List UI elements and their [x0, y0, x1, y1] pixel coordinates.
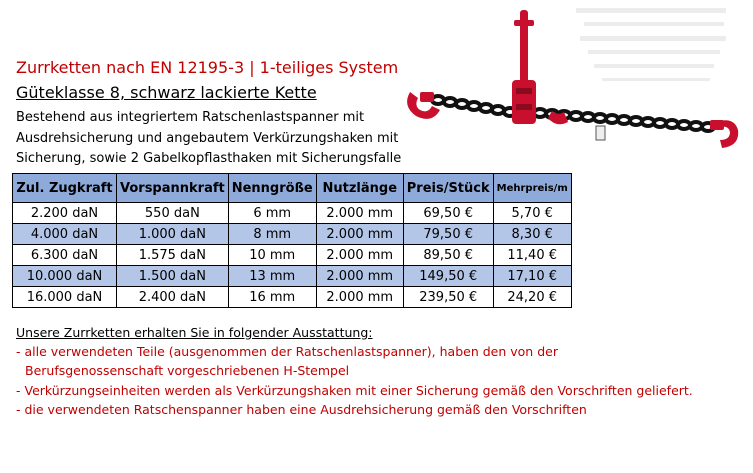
table-cell: 10 mm	[228, 245, 316, 266]
header-cell: Vorspannkraft	[117, 174, 229, 203]
page-title: Zurrketten nach EN 12195-3 | 1-teiliges System	[16, 58, 399, 77]
table-cell: 2.000 mm	[316, 266, 403, 287]
feature-item: - Verkürzungseinheiten werden als Verkürzungshaken mit einer Sicherung gemäß den Vorschriften geliefert.	[16, 382, 693, 398]
table-cell: 24,20 €	[493, 287, 571, 308]
table-cell: 2.000 mm	[316, 224, 403, 245]
header-cell: Preis/Stück	[403, 174, 493, 203]
lashing-chain-image	[398, 0, 748, 165]
table-cell: 1.500 daN	[117, 266, 229, 287]
table-cell: 10.000 daN	[13, 266, 117, 287]
table-cell: 1.000 daN	[117, 224, 229, 245]
table-cell: 2.000 mm	[316, 287, 403, 308]
table-cell: 11,40 €	[493, 245, 571, 266]
table-cell: 16 mm	[228, 287, 316, 308]
table-cell: 6 mm	[228, 203, 316, 224]
table-row	[13, 266, 572, 287]
product-description	[16, 108, 416, 170]
features-heading: Unsere Zurrketten erhalten Sie in folgender Ausstattung:	[16, 325, 373, 340]
table-cell: 8 mm	[228, 224, 316, 245]
table-cell: 17,10 €	[493, 266, 571, 287]
table-cell: 550 daN	[117, 203, 229, 224]
header-cell: Nenngröße	[228, 174, 316, 203]
right-hook-icon	[710, 120, 738, 148]
table-cell: 79,50 €	[403, 224, 493, 245]
table-cell: 8,30 €	[493, 224, 571, 245]
table-header-row	[13, 174, 572, 203]
table-cell: 89,50 €	[403, 245, 493, 266]
feature-item: - die verwendeten Ratschenspanner haben eine Ausdrehsicherung gemäß den Vorschriften	[16, 401, 587, 417]
table-cell: 69,50 €	[403, 203, 493, 224]
description-line: Bestehend aus integriertem Ratschenlastspanner mit	[16, 110, 365, 125]
table-cell: 2.000 mm	[316, 245, 403, 266]
header-cell: Mehrpreis/m	[493, 174, 571, 203]
table-cell: 149,50 €	[403, 266, 493, 287]
table-cell: 16.000 daN	[13, 287, 117, 308]
table-cell: 1.575 daN	[117, 245, 229, 266]
left-chain-icon	[432, 96, 516, 116]
table-row	[13, 245, 572, 266]
description-line: Sicherung, sowie 2 Gabelkopflasthaken mit Sicherungsfalle	[16, 151, 402, 166]
table-cell: 2.000 mm	[316, 203, 403, 224]
header-cell: Nutzlänge	[316, 174, 403, 203]
description-line: Ausdrehsicherung und angebautem Verkürzungshaken mit	[16, 130, 399, 146]
table-cell: 2.400 daN	[117, 287, 229, 308]
table-row	[13, 224, 572, 245]
background-texture	[576, 8, 726, 81]
header-cell: Zul. Zugkraft	[13, 174, 117, 203]
features-list	[16, 323, 693, 419]
table-cell: 5,70 €	[493, 203, 571, 224]
table-row	[13, 287, 572, 308]
table-cell: 6.300 daN	[13, 245, 117, 266]
page-subtitle: Güteklasse 8, schwarz lackierte Kette	[16, 83, 317, 102]
feature-item: Berufsgenossenschaft vorgeschriebenen H-Stempel	[25, 363, 350, 379]
ratchet-tensioner-icon	[512, 10, 536, 124]
price-table	[12, 173, 572, 308]
table-cell: 4.000 daN	[13, 224, 117, 245]
feature-item: - alle verwendeten Teile (ausgenommen der Ratschenlastspanner), haben den von der	[16, 344, 558, 360]
table-cell: 2.200 daN	[13, 203, 117, 224]
table-row	[13, 203, 572, 224]
table-cell: 13 mm	[228, 266, 316, 287]
table-cell: 239,50 €	[403, 287, 493, 308]
